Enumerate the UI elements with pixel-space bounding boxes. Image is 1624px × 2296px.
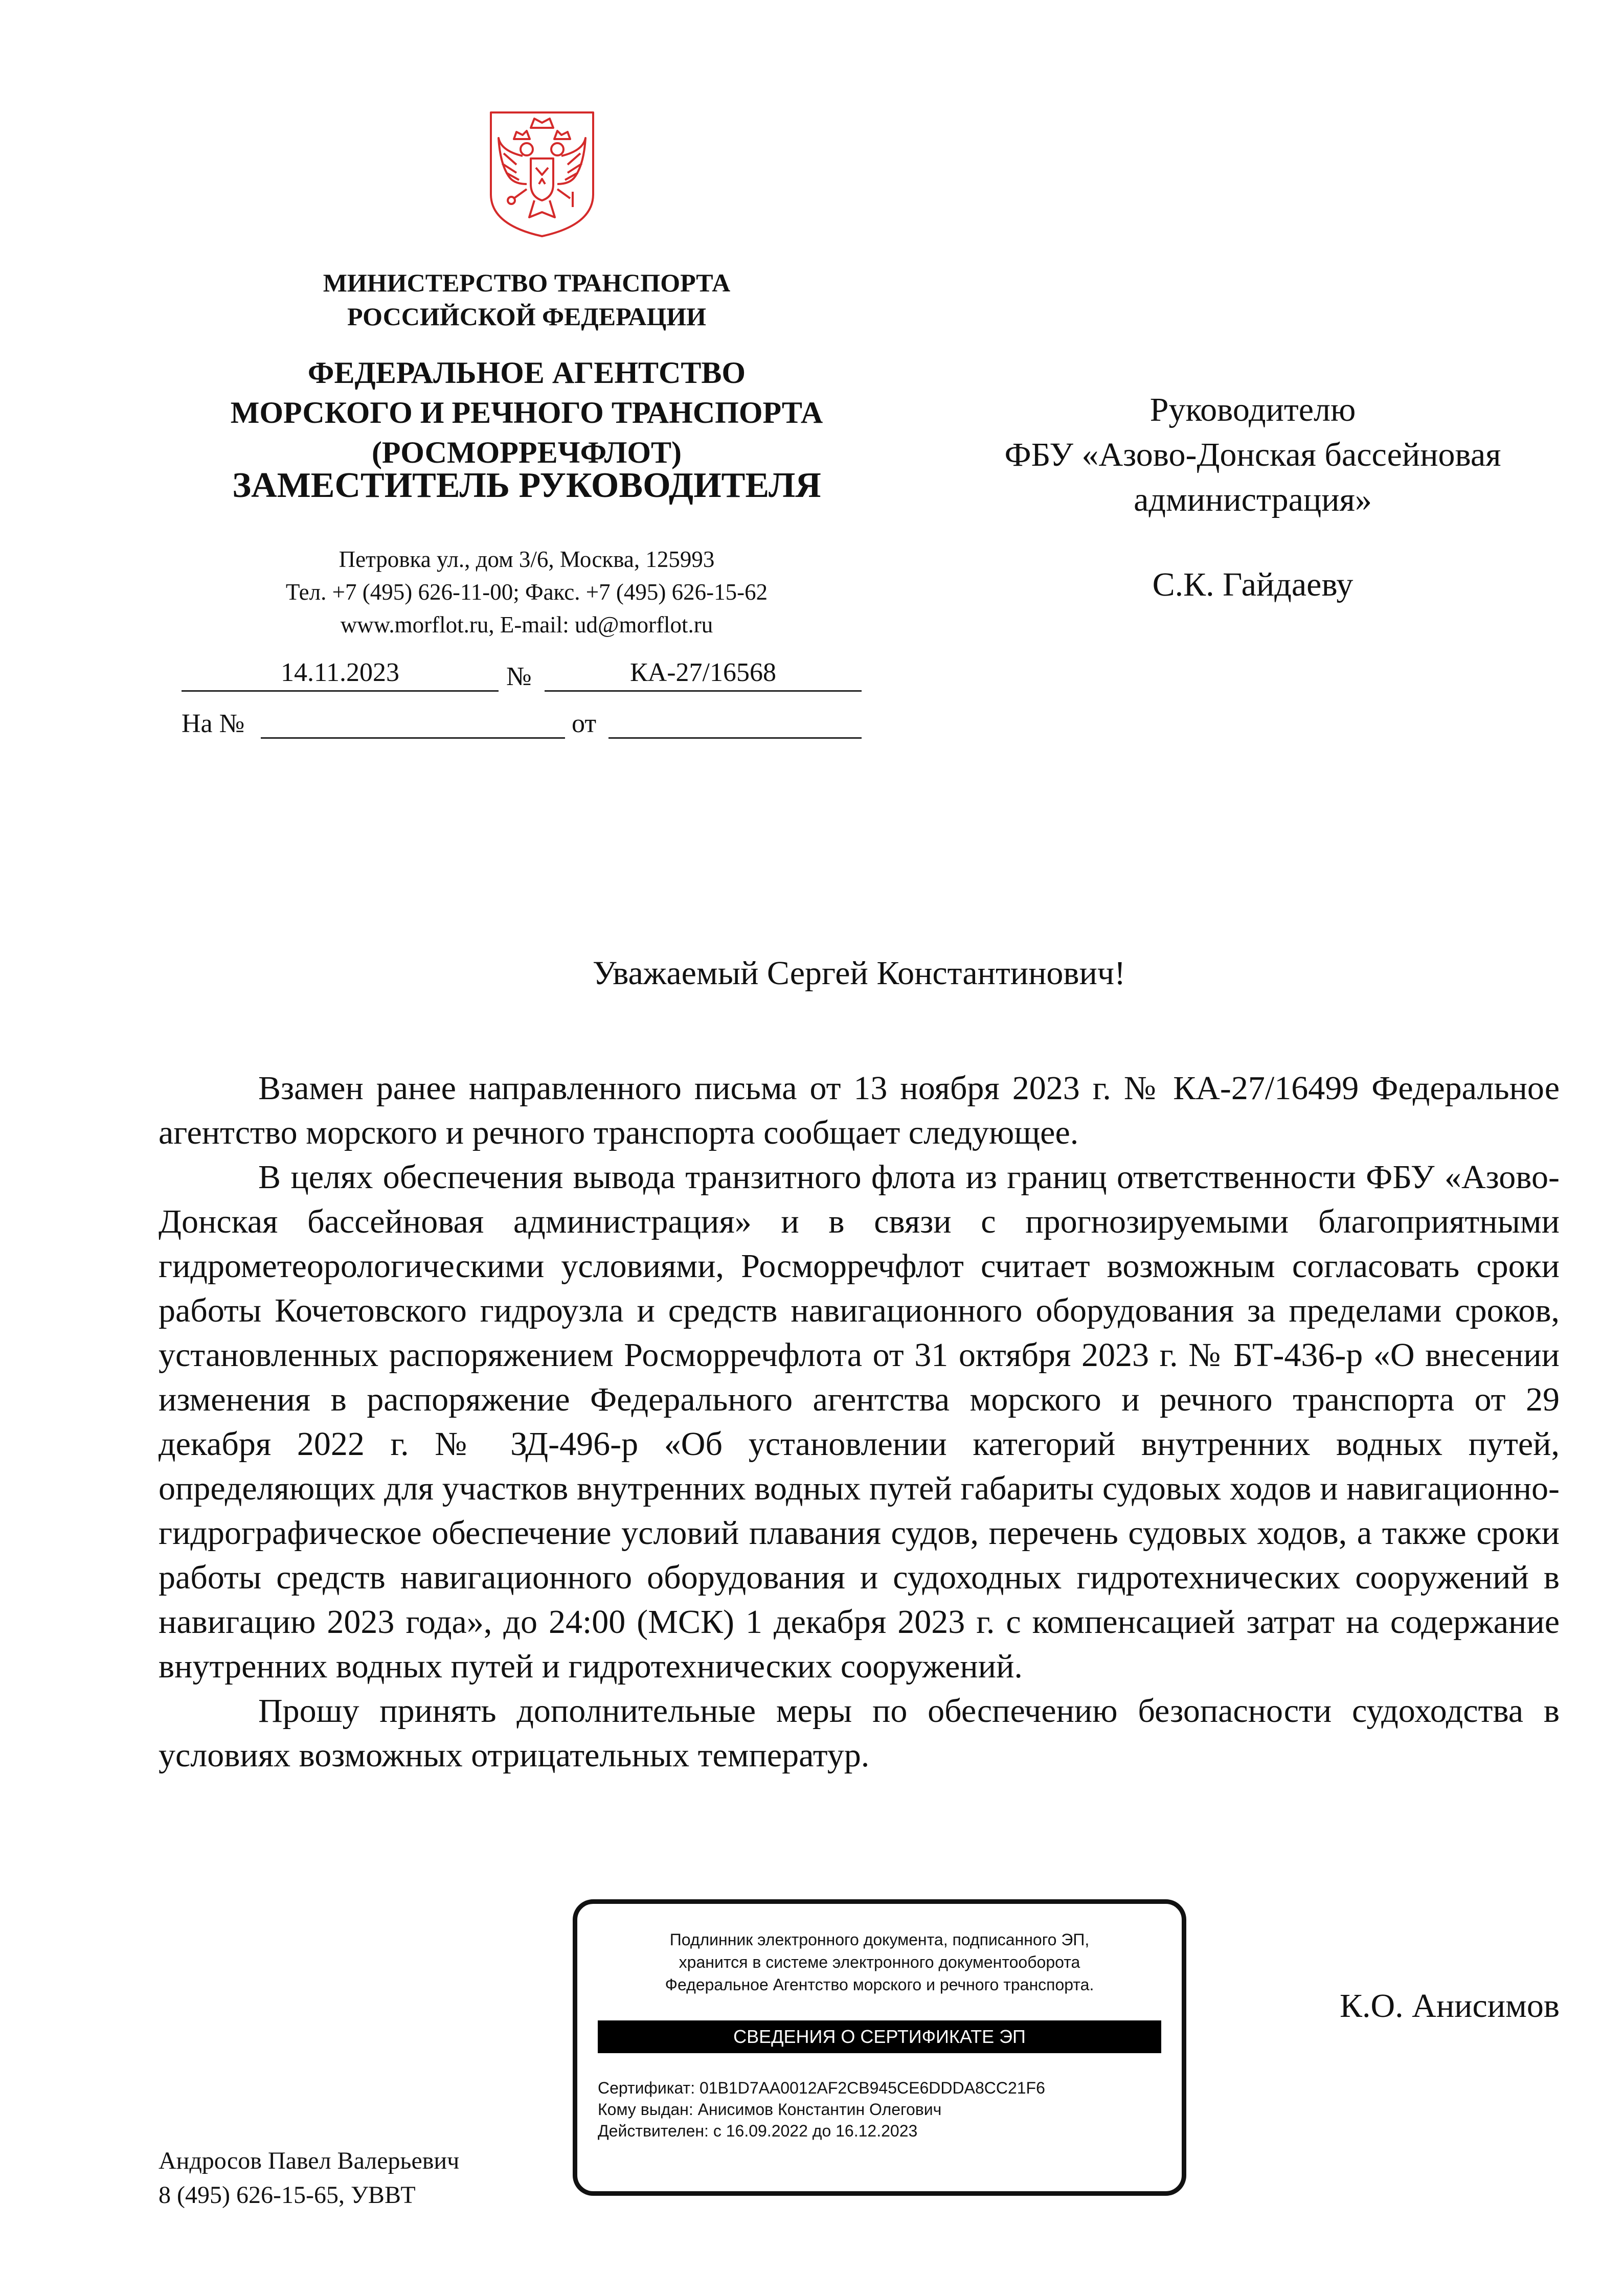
outgoing-number: КА-27/16568 (630, 658, 776, 687)
certificate-validity: Действителен: с 16.09.2022 до 16.12.2023 (598, 2122, 918, 2140)
ministry-line: РОССИЙСКОЙ ФЕДЕРАЦИИ (347, 302, 707, 331)
addressee-line: администрация» (1134, 481, 1372, 518)
outgoing-date: 14.11.2023 (280, 658, 400, 687)
agency-line: (РОСМОРРЕЧФЛОТ) (371, 436, 682, 469)
coat-of-arms-icon (486, 107, 598, 240)
sender-position: ЗАМЕСТИТЕЛЬ РУКОВОДИТЕЛЯ (232, 466, 821, 505)
addressee-name: С.К. Гайдаеву (1152, 566, 1354, 603)
executor-name: Андросов Павел Валерьевич (159, 2147, 460, 2174)
agency-name (169, 353, 885, 472)
stamp-note-line: Федеральное Агентство морского и речного транспорта. (665, 1975, 1094, 1994)
date-line (182, 690, 499, 692)
sender-address: Петровка ул., дом 3/6, Москва, 125993 (339, 547, 715, 572)
paragraph: В целях обеспечения вывода транзитного флота из границ ответственности ФБУ «Азово-Донская бассейновая администрация» и в связи с прогнозируемыми благоприятными гидрометеорологическими условиями, Росморречфлот считает возможным согласовать сроки работы Кочетовского гидроузла и средств навигационного оборудования за пределами сроков, установленных распоряжением Росморречфлота от 31 октября 2023 г. № БТ-436-р «О внесении изменения в распоряжение Федерального агентства морского и речного транспорта от 29 декабря 2022 г. № ЗД-496-р «Об установлении категорий внутренних водных путей, определяющих для участков внутренних водных путей габариты судовых ходов и навигационно-гидрографическое обеспечение условий плавания судов, перечень судовых ходов, а также сроки работы средств навигационного оборудования и судоходных гидротехнических сооружений в навигацию 2023 года», до 24:00 (МСК) 1 декабря 2023 г. с компенсацией затрат на содержание внутренних водных путей и гидротехнических сооружений. (159, 1158, 1560, 1685)
from-label: от (572, 709, 597, 738)
stamp-note-line: хранится в системе электронного документооборота (679, 1953, 1080, 1971)
addressee-line: Руководителю (1149, 391, 1356, 428)
electronic-signature-stamp (573, 1899, 1186, 2196)
number-sign: № (506, 662, 532, 691)
sender-web-email: www.morflot.ru, E-mail: ud@morflot.ru (340, 612, 713, 638)
reply-to-label: На № (182, 709, 245, 738)
letter-body (159, 1066, 1560, 1778)
greeting: Уважаемый Сергей Константинович! (592, 954, 1126, 992)
agency-line: ФЕДЕРАЛЬНОЕ АГЕНТСТВО (307, 356, 746, 390)
ministry-line: МИНИСТЕРСТВО ТРАНСПОРТА (323, 268, 731, 297)
paragraph: Взамен ранее направленного письма от 13 ноября 2023 г. № КА-27/16499 Федеральное агентство морского и речного транспорта сообщает следующее. (159, 1070, 1560, 1151)
addressee-line: ФБУ «Азово-Донская бассейновая (1004, 436, 1501, 473)
executor-phone: 8 (495) 626-15-65, УВВТ (159, 2181, 416, 2209)
stamp-note-line: Подлинник электронного документа, подписанного ЭП, (669, 1930, 1090, 1949)
sender-phone-fax: Тел. +7 (495) 626-11-00; Факс. +7 (495) 626-15-62 (285, 579, 768, 605)
reply-to-date-line (608, 737, 862, 739)
signer-name: К.О. Анисимов (1339, 1987, 1560, 2025)
ministry-name (169, 266, 885, 333)
certificate-id: Сертификат: 01B1D7AA0012AF2CB945CE6DDDA8CC21F6 (598, 2079, 1045, 2097)
reply-to-number-line (261, 737, 565, 739)
stamp-title-bar: СВЕДЕНИЯ О СЕРТИФИКАТЕ ЭП (598, 2020, 1161, 2053)
paragraph: Прошу принять дополнительные меры по обеспечению безопасности судоходства в условиях возможных отрицательных температур. (159, 1692, 1560, 1774)
agency-line: МОРСКОГО И РЕЧНОГО ТРАНСПОРТА (230, 396, 823, 429)
stamp-note (598, 1928, 1161, 1996)
number-line (545, 690, 862, 692)
certificate-owner: Кому выдан: Анисимов Константин Олегович (598, 2100, 942, 2119)
